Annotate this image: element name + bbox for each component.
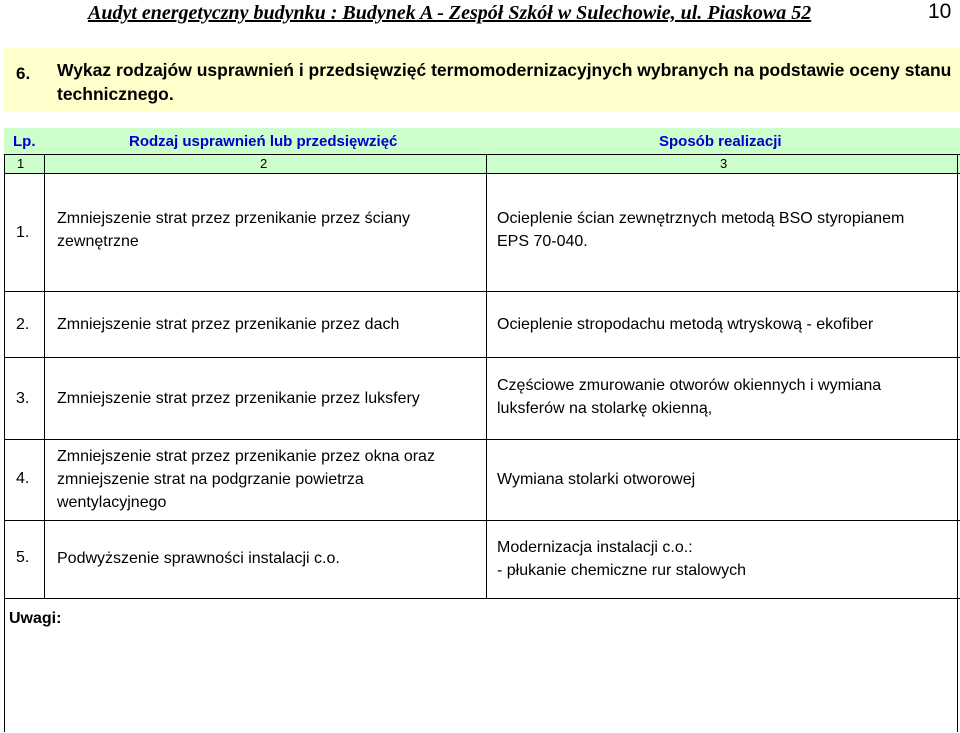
header-rodzaj: Rodzaj usprawnień lub przedsięwzięć xyxy=(129,133,398,150)
grid-line xyxy=(44,154,45,598)
column-number-row xyxy=(4,154,960,173)
grid-line xyxy=(4,439,960,440)
header-sposob: Sposób realizacji xyxy=(659,133,782,150)
row-rodzaj-line: Zmniejszenie strat przez przenikanie przez luksfery xyxy=(57,390,420,407)
section-title: Wykaz rodzajów usprawnień i przedsięwzięć termomodernizacyjnych wybranych na podstawie oceny stanu technicznego. xyxy=(57,60,952,104)
column-number-3: 3 xyxy=(720,156,728,171)
grid-line xyxy=(4,291,960,292)
row-sposob-line: luksferów na stolarkę okienną, xyxy=(497,400,713,417)
row-sposob-line: - płukanie chemiczne rur stalowych xyxy=(497,562,746,579)
row-sposob-line: EPS 70-040. xyxy=(497,233,588,250)
grid-line xyxy=(4,357,960,358)
grid-line xyxy=(957,154,958,732)
row-rodzaj-line: zewnętrzne xyxy=(57,233,139,250)
header-lp: Lp. xyxy=(13,133,36,150)
row-rodzaj-line: zmniejszenie strat na podgrzanie powietrza xyxy=(57,471,364,488)
row-sposob-line: Ocieplenie ścian zewnętrznych metodą BSO styropianem xyxy=(497,210,905,227)
row-rodzaj-line: Zmniejszenie strat przez przenikanie przez okna oraz xyxy=(57,448,435,465)
row-sposob-line: Modernizacja instalacji c.o.: xyxy=(497,539,693,556)
row-rodzaj-line: Zmniejszenie strat przez przenikanie przez dach xyxy=(57,316,400,333)
section-number: 6. xyxy=(16,64,31,83)
section-title-cell xyxy=(44,48,960,112)
page-number: 10 xyxy=(928,0,952,23)
document-header-title: Audyt energetyczny budynku : Budynek A - Zespół Szkół w Sulechowie, ul. Piaskowa 52 xyxy=(88,2,812,24)
grid-line xyxy=(4,173,960,174)
row-lp: 1. xyxy=(16,224,30,241)
row-lp: 3. xyxy=(16,390,30,407)
row-lp: 2. xyxy=(16,316,30,333)
row-sposob-line: Wymiana stolarki otworowej xyxy=(497,471,696,488)
row-lp: 4. xyxy=(16,470,30,487)
row-rodzaj-line: wentylacyjnego xyxy=(57,494,167,511)
row-rodzaj-line: Zmniejszenie strat przez przenikanie przez ściany xyxy=(57,210,411,227)
grid-line xyxy=(486,154,487,598)
row-lp: 5. xyxy=(16,549,30,566)
table-header-row xyxy=(4,128,960,154)
grid-line xyxy=(4,520,960,521)
grid-line xyxy=(4,598,960,599)
grid-line xyxy=(4,154,960,155)
row-rodzaj-line: Podwyższenie sprawności instalacji c.o. xyxy=(57,550,340,567)
section-number-cell xyxy=(4,48,44,112)
column-number-2: 2 xyxy=(260,156,268,171)
row-sposob-line: Częściowe zmurowanie otworów okiennych i wymiana xyxy=(497,377,882,394)
column-number-1: 1 xyxy=(17,156,25,171)
grid-line xyxy=(4,154,5,732)
notes-label: Uwagi: xyxy=(9,610,62,627)
row-sposob-line: Ocieplenie stropodachu metodą wtryskową - ekofiber xyxy=(497,316,874,333)
